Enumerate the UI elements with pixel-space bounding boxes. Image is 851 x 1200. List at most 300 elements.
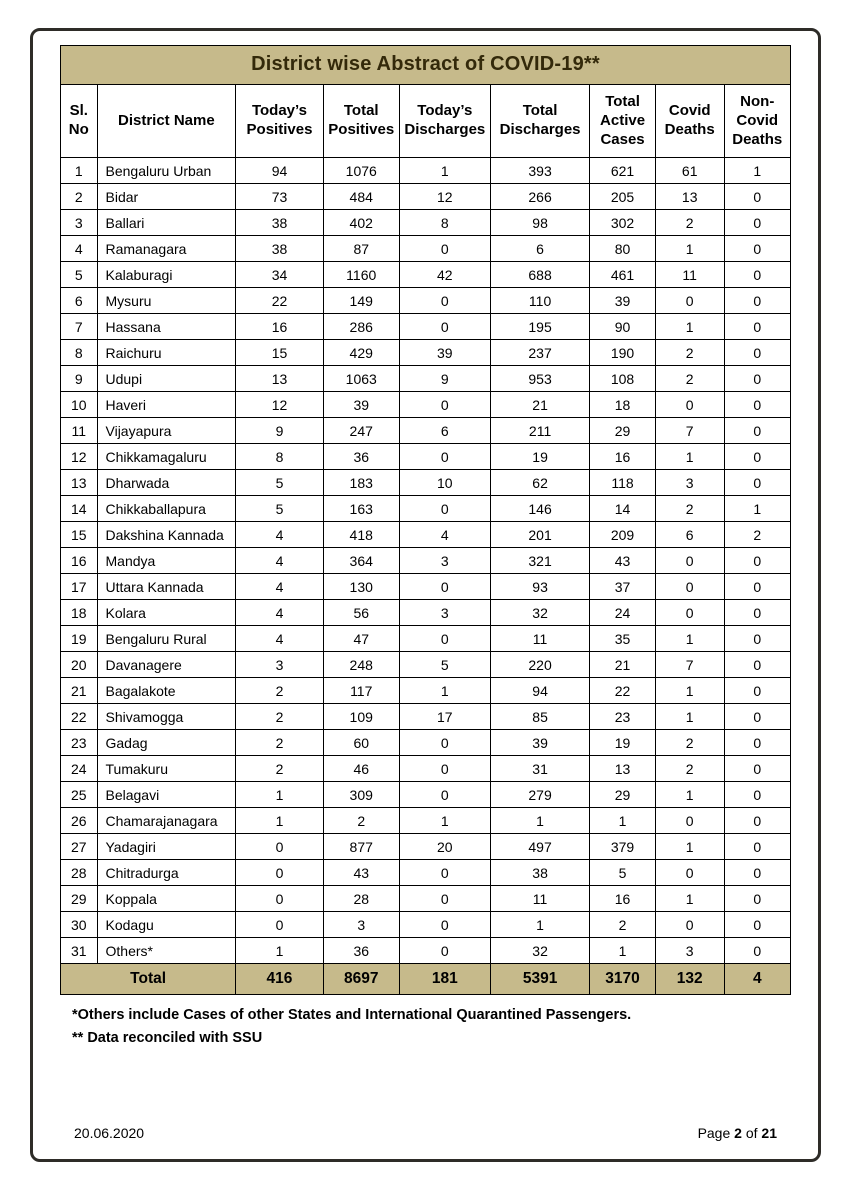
value-cell: 6 [399,418,490,444]
value-cell: 39 [399,340,490,366]
district-name-cell: Chikkamagaluru [97,444,236,470]
value-cell: 16 [590,886,656,912]
value-cell: 93 [490,574,589,600]
serial-cell: 19 [61,626,98,652]
value-cell: 2 [236,704,324,730]
table-row [61,652,791,678]
value-cell: 11 [655,262,724,288]
page-border-frame [30,28,821,1162]
value-cell: 4 [236,600,324,626]
value-cell: 0 [236,834,324,860]
value-cell: 1 [655,704,724,730]
value-cell: 2 [655,210,724,236]
value-cell: 309 [323,782,399,808]
table-row [61,314,791,340]
value-cell: 0 [724,418,791,444]
value-cell: 1 [655,236,724,262]
value-cell: 1 [490,808,589,834]
footnote-others: *Others include Cases of other States and International Quarantined Passengers. [72,1007,632,1024]
value-cell: 953 [490,366,589,392]
serial-cell: 6 [61,288,98,314]
value-cell: 2 [655,730,724,756]
value-cell: 302 [590,210,656,236]
total-value-cell: 132 [655,964,724,995]
value-cell: 109 [323,704,399,730]
district-name-cell: Chikkaballapura [97,496,236,522]
value-cell: 34 [236,262,324,288]
table-row [61,548,791,574]
value-cell: 117 [323,678,399,704]
value-cell: 61 [655,158,724,184]
district-name-cell: Dharwada [97,470,236,496]
district-name-cell: Raichuru [97,340,236,366]
table-row [61,418,791,444]
value-cell: 10 [399,470,490,496]
value-cell: 2 [236,756,324,782]
value-cell: 0 [236,886,324,912]
value-cell: 0 [399,860,490,886]
value-cell: 248 [323,652,399,678]
district-name-cell: Tumakuru [97,756,236,782]
district-name-cell: Bagalakote [97,678,236,704]
district-name-cell: Bengaluru Urban [97,158,236,184]
value-cell: 3 [323,912,399,938]
value-cell: 108 [590,366,656,392]
page-footer [60,1125,791,1145]
serial-cell: 1 [61,158,98,184]
value-cell: 24 [590,600,656,626]
district-name-cell: Vijayapura [97,418,236,444]
value-cell: 4 [399,522,490,548]
spacer [60,1049,791,1125]
value-cell: 17 [399,704,490,730]
value-cell: 15 [236,340,324,366]
value-cell: 19 [490,444,589,470]
value-cell: 56 [323,600,399,626]
value-cell: 0 [724,600,791,626]
value-cell: 0 [724,834,791,860]
value-cell: 39 [590,288,656,314]
value-cell: 7 [655,418,724,444]
serial-cell: 20 [61,652,98,678]
value-cell: 12 [236,392,324,418]
value-cell: 62 [490,470,589,496]
value-cell: 0 [724,652,791,678]
value-cell: 2 [236,678,324,704]
value-cell: 497 [490,834,589,860]
district-name-cell: Bidar [97,184,236,210]
value-cell: 321 [490,548,589,574]
value-cell: 149 [323,288,399,314]
value-cell: 0 [724,860,791,886]
value-cell: 0 [724,210,791,236]
district-name-cell: Bengaluru Rural [97,626,236,652]
value-cell: 877 [323,834,399,860]
district-name-cell: Mandya [97,548,236,574]
value-cell: 146 [490,496,589,522]
value-cell: 8 [399,210,490,236]
total-value-cell: 416 [236,964,324,995]
value-cell: 5 [590,860,656,886]
value-cell: 1 [724,496,791,522]
footnote-ssu: ** Data reconciled with SSU [72,1029,263,1046]
value-cell: 1 [236,938,324,964]
table-row [61,808,791,834]
value-cell: 0 [724,756,791,782]
serial-cell: 26 [61,808,98,834]
column-header: Sl. No [61,85,98,158]
column-header: Total Active Cases [590,85,656,158]
district-name-cell: Koppala [97,886,236,912]
value-cell: 1 [590,808,656,834]
value-cell: 1 [399,158,490,184]
district-name-cell: Chitradurga [97,860,236,886]
value-cell: 3 [399,600,490,626]
value-cell: 0 [724,444,791,470]
column-header: Today’s Positives [236,85,324,158]
serial-cell: 9 [61,366,98,392]
table-row [61,704,791,730]
value-cell: 0 [399,730,490,756]
serial-cell: 18 [61,600,98,626]
value-cell: 0 [724,912,791,938]
value-cell: 4 [236,548,324,574]
table-row [61,210,791,236]
value-cell: 2 [590,912,656,938]
value-cell: 73 [236,184,324,210]
value-cell: 266 [490,184,589,210]
value-cell: 2 [236,730,324,756]
value-cell: 20 [399,834,490,860]
footnotes-block [60,1004,791,1049]
value-cell: 0 [724,938,791,964]
value-cell: 47 [323,626,399,652]
district-name-cell: Kodagu [97,912,236,938]
district-name-cell: Hassana [97,314,236,340]
table-row [61,522,791,548]
value-cell: 32 [490,938,589,964]
value-cell: 1 [590,938,656,964]
value-cell: 3 [655,938,724,964]
value-cell: 0 [724,366,791,392]
value-cell: 0 [399,912,490,938]
value-cell: 31 [490,756,589,782]
value-cell: 5 [236,470,324,496]
table-row [61,262,791,288]
value-cell: 0 [399,938,490,964]
serial-cell: 12 [61,444,98,470]
value-cell: 23 [590,704,656,730]
table-body [61,158,791,964]
of-word: of [745,1125,758,1141]
value-cell: 393 [490,158,589,184]
table-row [61,288,791,314]
table-row [61,938,791,964]
value-cell: 0 [724,340,791,366]
total-row [61,964,791,995]
serial-cell: 5 [61,262,98,288]
value-cell: 195 [490,314,589,340]
value-cell: 19 [590,730,656,756]
district-name-cell: Ballari [97,210,236,236]
value-cell: 87 [323,236,399,262]
value-cell: 1 [724,158,791,184]
serial-cell: 24 [61,756,98,782]
value-cell: 0 [724,262,791,288]
value-cell: 484 [323,184,399,210]
value-cell: 0 [724,574,791,600]
value-cell: 0 [724,730,791,756]
serial-cell: 28 [61,860,98,886]
table-row [61,366,791,392]
serial-cell: 30 [61,912,98,938]
value-cell: 279 [490,782,589,808]
value-cell: 22 [236,288,324,314]
value-cell: 0 [724,548,791,574]
value-cell: 130 [323,574,399,600]
district-name-cell: Kolara [97,600,236,626]
serial-cell: 21 [61,678,98,704]
district-name-cell: Udupi [97,366,236,392]
value-cell: 32 [490,600,589,626]
column-header: Non-Covid Deaths [724,85,791,158]
value-cell: 2 [724,522,791,548]
serial-cell: 27 [61,834,98,860]
value-cell: 4 [236,626,324,652]
column-header: Total Positives [323,85,399,158]
value-cell: 38 [236,210,324,236]
value-cell: 1 [655,444,724,470]
value-cell: 0 [399,236,490,262]
table-row [61,600,791,626]
total-value-cell: 3170 [590,964,656,995]
district-name-cell: Davanagere [97,652,236,678]
value-cell: 1076 [323,158,399,184]
table-row [61,756,791,782]
value-cell: 205 [590,184,656,210]
value-cell: 1 [655,678,724,704]
value-cell: 0 [399,782,490,808]
serial-cell: 11 [61,418,98,444]
value-cell: 35 [590,626,656,652]
value-cell: 46 [323,756,399,782]
value-cell: 0 [724,704,791,730]
value-cell: 1 [399,678,490,704]
value-cell: 0 [724,184,791,210]
value-cell: 0 [655,912,724,938]
value-cell: 43 [323,860,399,886]
page-word: Page [697,1125,731,1141]
table-row [61,392,791,418]
value-cell: 118 [590,470,656,496]
value-cell: 0 [655,288,724,314]
table-row [61,236,791,262]
value-cell: 3 [655,470,724,496]
value-cell: 37 [590,574,656,600]
value-cell: 0 [724,626,791,652]
value-cell: 60 [323,730,399,756]
value-cell: 4 [236,574,324,600]
value-cell: 429 [323,340,399,366]
value-cell: 1 [399,808,490,834]
value-cell: 29 [590,418,656,444]
value-cell: 1160 [323,262,399,288]
value-cell: 1 [236,808,324,834]
date-label: 20.06.2020 [74,1125,145,1141]
district-name-cell: Dakshina Kannada [97,522,236,548]
value-cell: 1063 [323,366,399,392]
value-cell: 0 [236,912,324,938]
total-label-cell: Total [61,964,236,995]
value-cell: 5 [399,652,490,678]
value-cell: 183 [323,470,399,496]
value-cell: 2 [655,756,724,782]
value-cell: 11 [490,886,589,912]
value-cell: 21 [490,392,589,418]
value-cell: 2 [655,496,724,522]
value-cell: 80 [590,236,656,262]
value-cell: 43 [590,548,656,574]
value-cell: 39 [323,392,399,418]
value-cell: 9 [399,366,490,392]
column-header: District Name [97,85,236,158]
table-row [61,678,791,704]
serial-cell: 10 [61,392,98,418]
value-cell: 16 [590,444,656,470]
value-cell: 0 [724,314,791,340]
page-indicator [698,1125,777,1141]
serial-cell: 3 [61,210,98,236]
value-cell: 0 [399,288,490,314]
header-row [61,85,791,158]
value-cell: 2 [323,808,399,834]
table-row [61,496,791,522]
value-cell: 237 [490,340,589,366]
value-cell: 163 [323,496,399,522]
value-cell: 201 [490,522,589,548]
value-cell: 247 [323,418,399,444]
value-cell: 1 [490,912,589,938]
table-row [61,158,791,184]
value-cell: 190 [590,340,656,366]
table-row [61,574,791,600]
value-cell: 0 [724,678,791,704]
value-cell: 0 [399,626,490,652]
total-value-cell: 8697 [323,964,399,995]
serial-cell: 7 [61,314,98,340]
value-cell: 5 [236,496,324,522]
value-cell: 0 [399,444,490,470]
serial-cell: 25 [61,782,98,808]
table-row [61,184,791,210]
value-cell: 0 [724,236,791,262]
value-cell: 85 [490,704,589,730]
value-cell: 2 [655,340,724,366]
serial-cell: 2 [61,184,98,210]
serial-cell: 4 [61,236,98,262]
value-cell: 36 [323,938,399,964]
table-row [61,782,791,808]
value-cell: 688 [490,262,589,288]
value-cell: 621 [590,158,656,184]
value-cell: 211 [490,418,589,444]
value-cell: 39 [490,730,589,756]
value-cell: 6 [490,236,589,262]
value-cell: 0 [724,288,791,314]
value-cell: 13 [236,366,324,392]
page-total: 21 [761,1125,777,1141]
value-cell: 110 [490,288,589,314]
value-cell: 13 [590,756,656,782]
value-cell: 402 [323,210,399,236]
value-cell: 0 [724,470,791,496]
serial-cell: 23 [61,730,98,756]
district-name-cell: Kalaburagi [97,262,236,288]
table-row [61,444,791,470]
serial-cell: 29 [61,886,98,912]
value-cell: 22 [590,678,656,704]
column-header: Covid Deaths [655,85,724,158]
value-cell: 1 [655,886,724,912]
table-header [61,85,791,158]
table-row [61,730,791,756]
covid-abstract-table [60,84,791,995]
value-cell: 42 [399,262,490,288]
district-name-cell: Yadagiri [97,834,236,860]
value-cell: 0 [399,756,490,782]
value-cell: 94 [236,158,324,184]
value-cell: 0 [236,860,324,886]
page-title: District wise Abstract of COVID-19** [60,45,791,85]
value-cell: 28 [323,886,399,912]
value-cell: 3 [236,652,324,678]
serial-cell: 31 [61,938,98,964]
district-name-cell: Others* [97,938,236,964]
value-cell: 0 [399,392,490,418]
value-cell: 0 [655,600,724,626]
value-cell: 38 [490,860,589,886]
value-cell: 11 [490,626,589,652]
column-header: Today’s Discharges [399,85,490,158]
value-cell: 461 [590,262,656,288]
value-cell: 1 [236,782,324,808]
total-value-cell: 181 [399,964,490,995]
value-cell: 6 [655,522,724,548]
serial-cell: 14 [61,496,98,522]
value-cell: 209 [590,522,656,548]
table-row [61,860,791,886]
serial-cell: 8 [61,340,98,366]
value-cell: 1 [655,314,724,340]
value-cell: 98 [490,210,589,236]
serial-cell: 15 [61,522,98,548]
value-cell: 3 [399,548,490,574]
value-cell: 0 [724,782,791,808]
value-cell: 8 [236,444,324,470]
total-value-cell: 5391 [490,964,589,995]
district-name-cell: Uttara Kannada [97,574,236,600]
value-cell: 16 [236,314,324,340]
value-cell: 0 [655,548,724,574]
value-cell: 0 [399,314,490,340]
district-name-cell: Ramanagara [97,236,236,262]
value-cell: 1 [655,834,724,860]
table-row [61,470,791,496]
value-cell: 418 [323,522,399,548]
value-cell: 0 [655,574,724,600]
value-cell: 2 [655,366,724,392]
value-cell: 0 [399,886,490,912]
